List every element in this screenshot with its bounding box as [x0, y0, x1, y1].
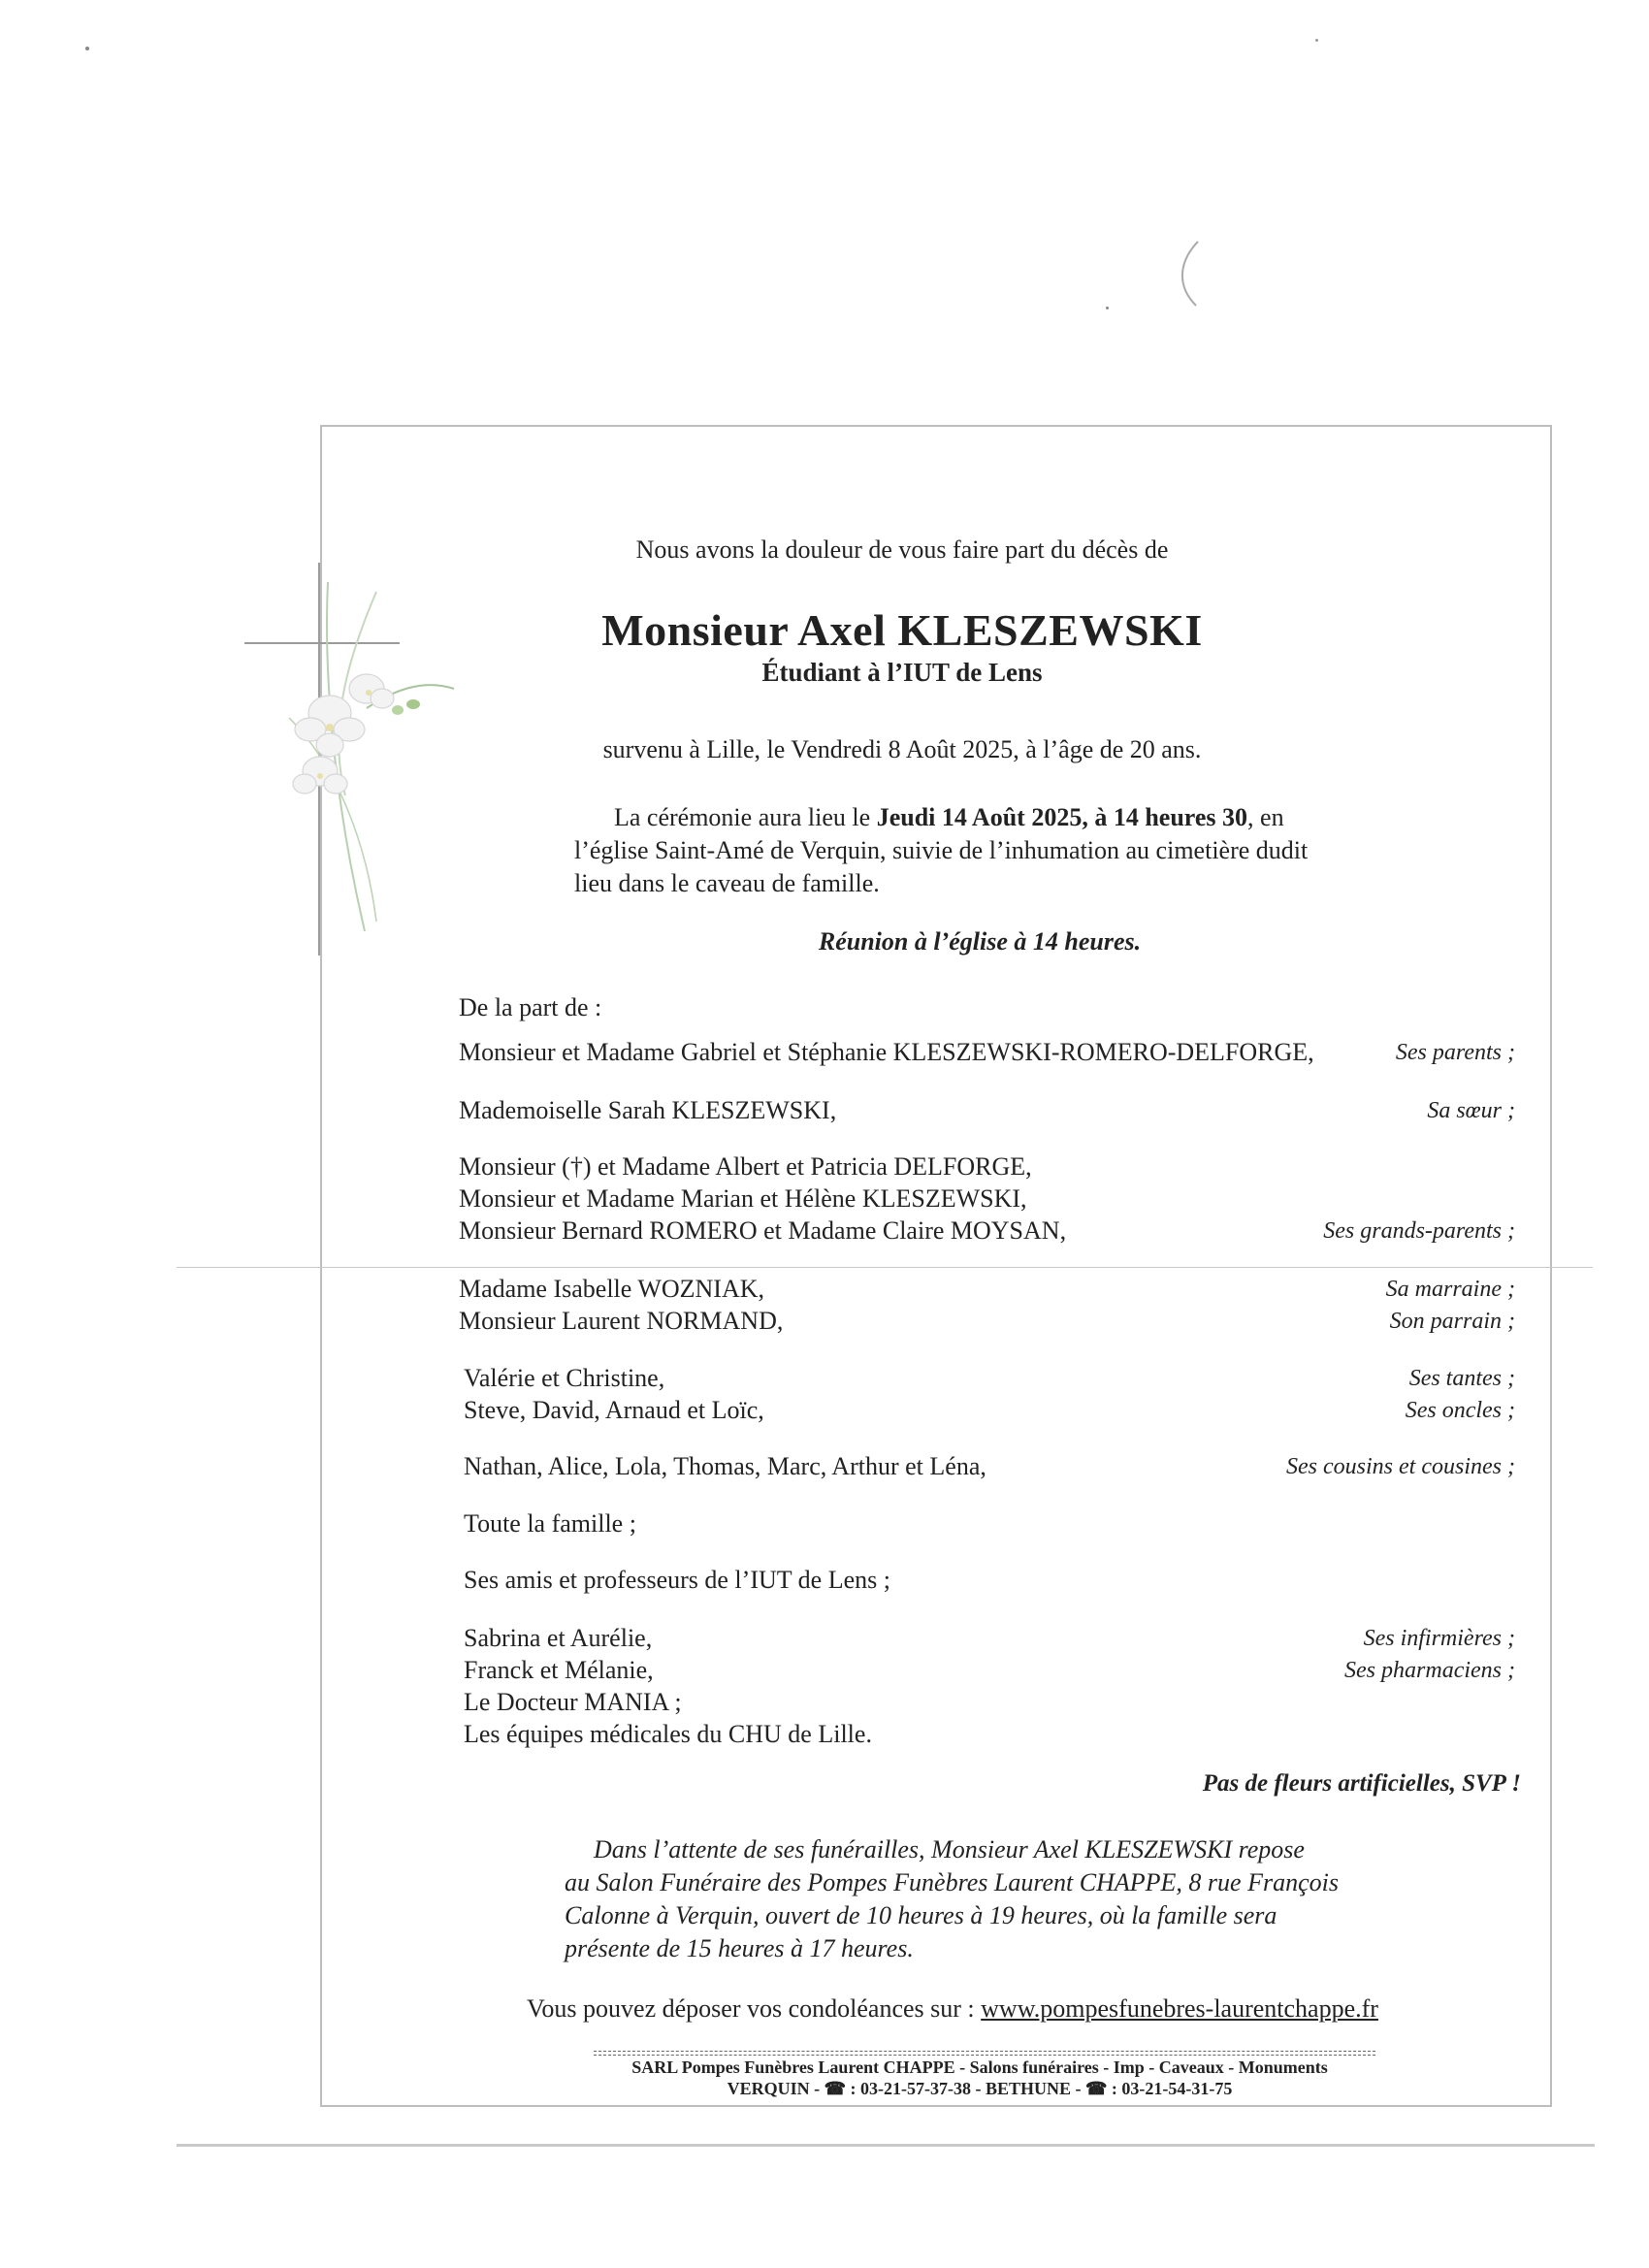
family-role: Ses infirmières ;	[1363, 1626, 1515, 1651]
family-name: Toute la famille ;	[464, 1509, 636, 1538]
condolences-prefix: Vous pouvez déposer vos condoléances sur :	[527, 1994, 982, 2023]
fold-line	[177, 1267, 1593, 1268]
family-role: Son parrain ;	[1389, 1309, 1515, 1334]
rest-notice-line: Calonne à Verquin, ouvert de 10 heures à 19 heures, où la famille sera	[565, 1901, 1277, 1929]
card-bottom-edge	[177, 2144, 1595, 2147]
rest-notice-line: Dans l’attente de ses funérailles, Monsieur Axel KLESZEWSKI repose	[594, 1835, 1305, 1863]
reunion-text: Réunion à l’église à 14 heures.	[818, 927, 1142, 956]
family-name: Monsieur et Madame Marian et Hélène KLESZEWSKI,	[459, 1184, 1027, 1213]
scan-dot	[1106, 307, 1109, 309]
footer-rule	[594, 2055, 1375, 2056]
intro-text: Nous avons la douleur de vous faire part du décès de	[635, 535, 1169, 564]
family-role: Sa sœur ;	[1427, 1098, 1515, 1123]
ceremony-prefix: La cérémonie aura lieu le	[614, 803, 877, 831]
family-name: Mademoiselle Sarah KLESZEWSKI,	[459, 1096, 837, 1124]
family-role: Ses parents ;	[1395, 1040, 1515, 1065]
family-name: Le Docteur MANIA ;	[464, 1688, 682, 1716]
no-flowers-note: Pas de fleurs artificielles, SVP !	[1202, 1770, 1521, 1797]
family-name: Nathan, Alice, Lola, Thomas, Marc, Arthur et Léna,	[464, 1452, 986, 1480]
family-name: Madame Isabelle WOZNIAK,	[459, 1275, 765, 1303]
family-name: Sabrina et Aurélie,	[464, 1624, 653, 1652]
deceased-name: Monsieur Axel KLESZEWSKI	[601, 605, 1203, 655]
rest-notice-line: au Salon Funéraire des Pompes Funèbres Laurent CHAPPE, 8 rue François	[565, 1868, 1339, 1896]
family-role: Ses grands-parents ;	[1323, 1218, 1515, 1244]
scan-dot	[85, 47, 89, 50]
family-role: Ses pharmaciens ;	[1344, 1658, 1515, 1683]
ceremony-suffix: , en	[1247, 803, 1284, 831]
footer-company: SARL Pompes Funèbres Laurent CHAPPE - Salons funéraires - Imp - Caveaux - Monuments	[631, 2057, 1328, 2077]
family-name: Monsieur Laurent NORMAND,	[459, 1307, 784, 1335]
ceremony-date: Jeudi 14 Août 2025, à 14 heures 30	[876, 803, 1248, 831]
family-name: Ses amis et professeurs de l’IUT de Lens ;	[464, 1566, 890, 1594]
scan-stroke	[1169, 238, 1208, 310]
footer-phones: VERQUIN - ☎ : 03-21-57-37-38 - BETHUNE - ☎ : 03-21-54-31-75	[727, 2079, 1233, 2098]
family-role: Ses oncles ;	[1405, 1398, 1515, 1423]
family-role: Ses cousins et cousines ;	[1286, 1454, 1515, 1479]
scan-dot	[1315, 39, 1318, 42]
deceased-title: Étudiant à l’IUT de Lens	[761, 658, 1043, 687]
ceremony-line-2: l’église Saint-Amé de Verquin, suivie de l’inhumation au cimetière dudit	[574, 836, 1309, 864]
family-name: Monsieur et Madame Gabriel et Stéphanie KLESZEWSKI-ROMERO-DELFORGE,	[459, 1038, 1314, 1066]
family-role: Ses tantes ;	[1408, 1366, 1515, 1391]
condolences-line	[527, 1993, 1378, 2025]
rest-notice-line: présente de 15 heures à 17 heures.	[565, 1934, 914, 1962]
family-name: Monsieur (†) et Madame Albert et Patricia DELFORGE,	[459, 1152, 1032, 1181]
death-notice: survenu à Lille, le Vendredi 8 Août 2025, à l’âge de 20 ans.	[602, 735, 1202, 763]
ceremony-line-3: lieu dans le caveau de famille.	[574, 869, 880, 897]
condolences-link[interactable]: www.pompesfunebres-laurentchappe.fr	[981, 1994, 1378, 2023]
family-role: Sa marraine ;	[1385, 1277, 1515, 1302]
family-name: Monsieur Bernard ROMERO et Madame Claire MOYSAN,	[459, 1216, 1067, 1245]
orchid-icon	[270, 572, 473, 941]
ceremony-line-1	[614, 801, 1284, 834]
family-name: Franck et Mélanie,	[464, 1656, 654, 1684]
family-name: Valérie et Christine,	[464, 1364, 665, 1392]
footer-rule	[594, 2051, 1375, 2052]
from-label: De la part de :	[459, 993, 602, 1021]
family-name: Les équipes médicales du CHU de Lille.	[464, 1720, 872, 1748]
family-name: Steve, David, Arnaud et Loïc,	[464, 1396, 764, 1424]
